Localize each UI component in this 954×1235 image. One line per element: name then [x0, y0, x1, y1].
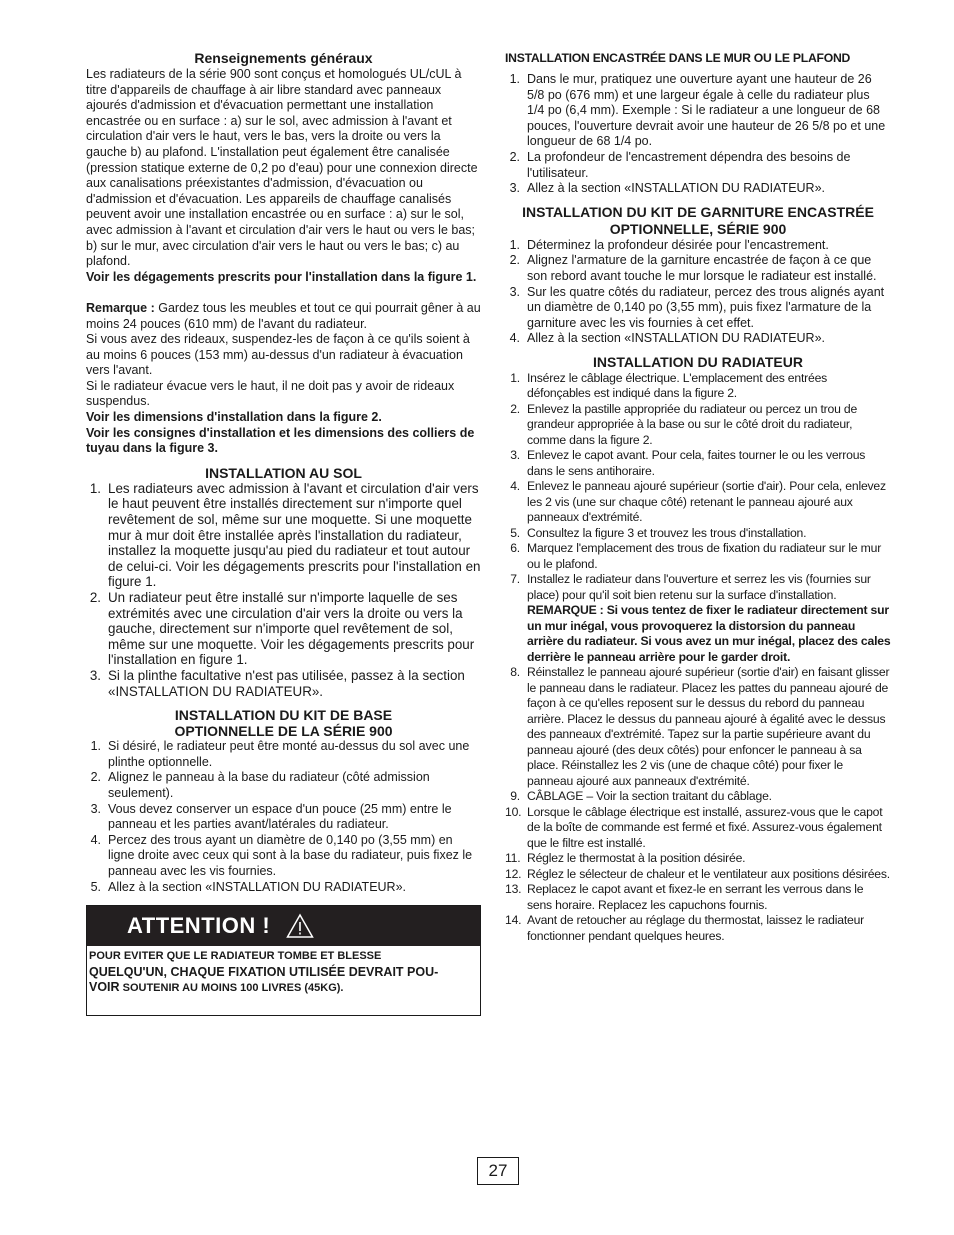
uneven-wall-remark: REMARQUE : Si vous tentez de fixer le radiateur directement sur un mur inégal, vous provoquerez la distorsion du panneau arrière du radiateur. Si vous avez un mur inégal, placez des cales derrière le panneau arrière pour le garder droit.	[527, 603, 891, 664]
list-item: 1. Si désiré, le radiateur peut être monté au-dessus du sol avec une plinthe optionnelle.	[90, 739, 470, 769]
attention-header	[87, 906, 480, 946]
list-item: 1. Insérez le câblage électrique. L'emplacement des entrées défonçables est indiqué dans la figure 2.	[510, 370, 828, 401]
attention-title: ATTENTION !	[127, 913, 271, 939]
dimensions-note: Voir les dimensions d'installation dans la figure 2.	[86, 410, 382, 425]
list-item: 2. Alignez le panneau à la base du radiateur (côté admission seulement).	[90, 770, 430, 800]
remark-paragraph	[86, 301, 481, 332]
attention-warning-box	[86, 905, 481, 1016]
clearance-note: Voir les dégagements prescrits pour l'installation dans la figure 1.	[86, 269, 477, 284]
list-item: 5. Consultez la figure 3 et trouvez les trous d'installation.	[510, 525, 807, 540]
list-item: 4. Enlevez le panneau ajouré supérieur (sortie d'air). Pour cela, enlevez les 2 vis (une sur chaque côté) retenant le panneau ajouré aux panneaux d'extrémité.	[510, 479, 886, 525]
list-item: 9. CÂBLAGE – Voir la section traitant du câblage.	[510, 789, 772, 804]
heater-installation-heading: INSTALLATION DU RADIATEUR	[593, 353, 803, 370]
list-item: 7. Installez le radiateur dans l'ouverture et serrez les vis (fournies sur place) pour qu'il soit bien retenu sur la surface d'installation. REMARQUE : Si vous tentez de fixer le radiateur directement sur un mur inégal, vous provoquerez la distorsion du panneau arrière du radiateur. Si vous avez un mur inégal, placez des cales derrière le panneau arrière pour le garder droit.	[510, 572, 891, 664]
list-item: 3. Vous devez conserver un espace d'un pouce (25 mm) entre le panneau et les parties avant/latérales du radiateur.	[90, 801, 452, 832]
right-column	[505, 50, 891, 944]
floor-installation-list	[86, 481, 481, 699]
list-item: 1. Déterminez la profondeur désirée pour l'encastrement.	[509, 237, 829, 252]
list-item: 11. Réglez le thermostat à la position désirée.	[505, 851, 746, 866]
recessed-installation-heading: INSTALLATION ENCASTRÉE DANS LE MUR OU LE PLAFOND	[505, 51, 851, 65]
general-info-paragraph: Les radiateurs de la série 900 sont conçus et homologués UL/cUL à titre d'appareils de chauffage à air libre standard avec panneaux ajourés d'admission et d'évacuation permettant une installation encastrée ou en surface : a) sur le sol, avec admission à l'avant et circulation d'air vers le haut, vers le bas, vers la droite ou vers la gauche b) au plafond. L'installation peut également être canalisée (pression statique externe de 0,2 po d'eau) pour une connexion directe aux canalisations préexistantes d'admission, d'évacuation ou d'admission et d'évacuation. Les appareils de chauffage canalisés peuvent avoir une installation encastrée ou en surface : a) sur le sol, avec admission à l'avant et circulation d'air vers le haut ou vers le bas; b) sur le mur, avec circulation d'air vers le haut ou vers le bas; c) au plafond.	[86, 67, 478, 269]
list-item: 1. Les radiateurs avec admission à l'avant et circulation d'air vers le haut peuvent être installés directement sur n'importe quel revêtement de sol, même sur une moquette. Si une moquette mur à mur doit être installée après l'installation du radiateur, installez la moquette jusqu'au pied du radiateur et tout autour de celui-ci. Voir les dégagements prescrits pour l'installation en figure 1.	[89, 480, 481, 590]
list-item: 4. Allez à la section «INSTALLATION DU RADIATEUR».	[509, 331, 826, 346]
list-item: 3. Sur les quatre côtés du radiateur, percez des trous alignés ayant un diamètre de 0,140 po (3,55 mm), puis fixez l'armature de la garniture avec les vis fournies à cet effet.	[509, 284, 885, 330]
list-item: 2. Un radiateur peut être installé sur n'importe laquelle de ses extrémités avec une circulation d'air vers la droite ou vers la gauche, directement sur n'importe quel revêtement de sol, même sur une moquette. Voir les dégagements prescrits pour l'installation en figure 1.	[89, 590, 475, 668]
base-kit-list	[86, 739, 481, 895]
recessed-installation-list	[505, 72, 891, 197]
upward-paragraph: Si le radiateur évacue vers le haut, il ne doit pas y avoir de rideaux suspendus.	[86, 378, 455, 409]
remark-label: Remarque :	[86, 300, 155, 315]
list-item: 1. Dans le mur, pratiquez une ouverture ayant une hauteur de 26 5/8 po (676 mm) et une largeur égale à celle du radiateur plus 1/4 po (6,4 mm). Exemple : Si le radiateur a une longueur de 68 pouces, l'ouverture devrait avoir une hauteur de 26 5/8 po et une longueur de 68 1/4 po.	[509, 72, 886, 149]
list-item: 4. Percez des trous ayant un diamètre de 0,140 po (3,55 mm) en ligne droite avec ceux qui sont à la base du radiateur, puis fixez le panneau avec les vis fournies.	[90, 832, 473, 878]
list-item: 6. Marquez l'emplacement des trous de fixation du radiateur sur le mur ou le plafond.	[510, 541, 882, 571]
list-item: 12. Réglez le sélecteur de chaleur et le ventilateur aux positions désirées.	[505, 866, 890, 881]
list-item: 5. Allez à la section «INSTALLATION DU RADIATEUR».	[90, 879, 407, 894]
list-item: 2. Alignez l'armature de la garniture encastrée de façon à ce que son rebord avant touche le mur lorsque le radiateur est installé.	[509, 253, 877, 283]
list-item: 3. Si la plinthe facultative n'est pas utilisée, passez à la section «INSTALLATION DU RADIATEUR».	[89, 667, 465, 699]
heater-installation-list	[505, 371, 891, 945]
trim-kit-list	[505, 238, 891, 347]
remark-text: Gardez tous les meubles et tout ce qui pourrait gêner à au moins 24 pouces (610 mm) de l'avant du radiateur.	[86, 300, 481, 331]
list-item: 10. Lorsque le câblage électrique est installé, assurez-vous que le capot de la boîte de commande est fermé et fixé. Assurez-vous également que le filtre est installé.	[505, 804, 883, 850]
warning-triangle-icon	[286, 913, 314, 939]
trim-kit-heading: INSTALLATION DU KIT DE GARNITURE ENCASTRÉE OPTIONNELLE, SÉRIE 900	[522, 203, 874, 237]
list-item: 3. Allez à la section «INSTALLATION DU RADIATEUR».	[509, 181, 826, 196]
spacer	[86, 285, 481, 301]
floor-installation-heading: INSTALLATION AU SOL	[205, 464, 362, 481]
list-item: 2. Enlevez la pastille appropriée du radiateur ou percez un trou de grandeur appropriée à la base ou sur le côté droit du radiateur, comme dans la figure 2.	[510, 401, 858, 447]
list-item: 8. Réinstallez le panneau ajouré supérieur (sortie d'air) en faisant glisser le panneau dans le radiateur. Placez les pattes du panneau ajouré de façon à ce qu'elles reposent sur le dessus du rebord du panneau arrière. Placez le dessus du panneau ajouré à égalité avec le dessus des panneaux d'extrémité. Tapez sur la partie supérieure avant du panneau ajouré (des deux côtés) pour enfoncer le panneau à sa place. Réinstallez les 2 vis (une de chaque côté) pour fixer le panneau ajouré aux panneaux d'extrémité.	[510, 665, 890, 788]
base-kit-heading: INSTALLATION DU KIT DE BASE OPTIONNELLE DE LA SÉRIE 900	[174, 707, 393, 740]
attention-message: POUR EVITER QUE LE RADIATEUR TOMBE ET BLESSE QUELQU'UN, CHAQUE FIXATION UTILISÉE DEVRAIT POU- VOIR SOUTENIR AU MOINS 100 LIVRES (45KG).	[89, 950, 439, 995]
pipe-clamp-note: Voir les consignes d'installation et les dimensions des colliers de tuyau dans la figure 3.	[86, 425, 475, 456]
curtains-paragraph: Si vous avez des rideaux, suspendez-les de façon à ce qu'ils soient à au moins 6 pouces (153 mm) au-dessus d'un radiateur à évacuation vers l'avant.	[86, 332, 470, 378]
general-info-heading: Renseignements généraux	[194, 50, 373, 66]
list-item: 14. Avant de retoucher au réglage du thermostat, laissez le radiateur fonctionner pendant quelques heures.	[505, 913, 865, 943]
left-column	[86, 50, 481, 1016]
list-item: 2. La profondeur de l'encastrement dépendra des besoins de l'utilisateur.	[509, 149, 851, 180]
list-item: 13. Replacez le capot avant et fixez-le en serrant les verrous dans le sens horaire. Replacez les capuchons fournis.	[505, 882, 864, 912]
list-item: 3. Enlevez le capot avant. Pour cela, faites tourner le ou les verrous dans le sens antihoraire.	[510, 448, 866, 478]
page-number: 27	[477, 1157, 519, 1185]
